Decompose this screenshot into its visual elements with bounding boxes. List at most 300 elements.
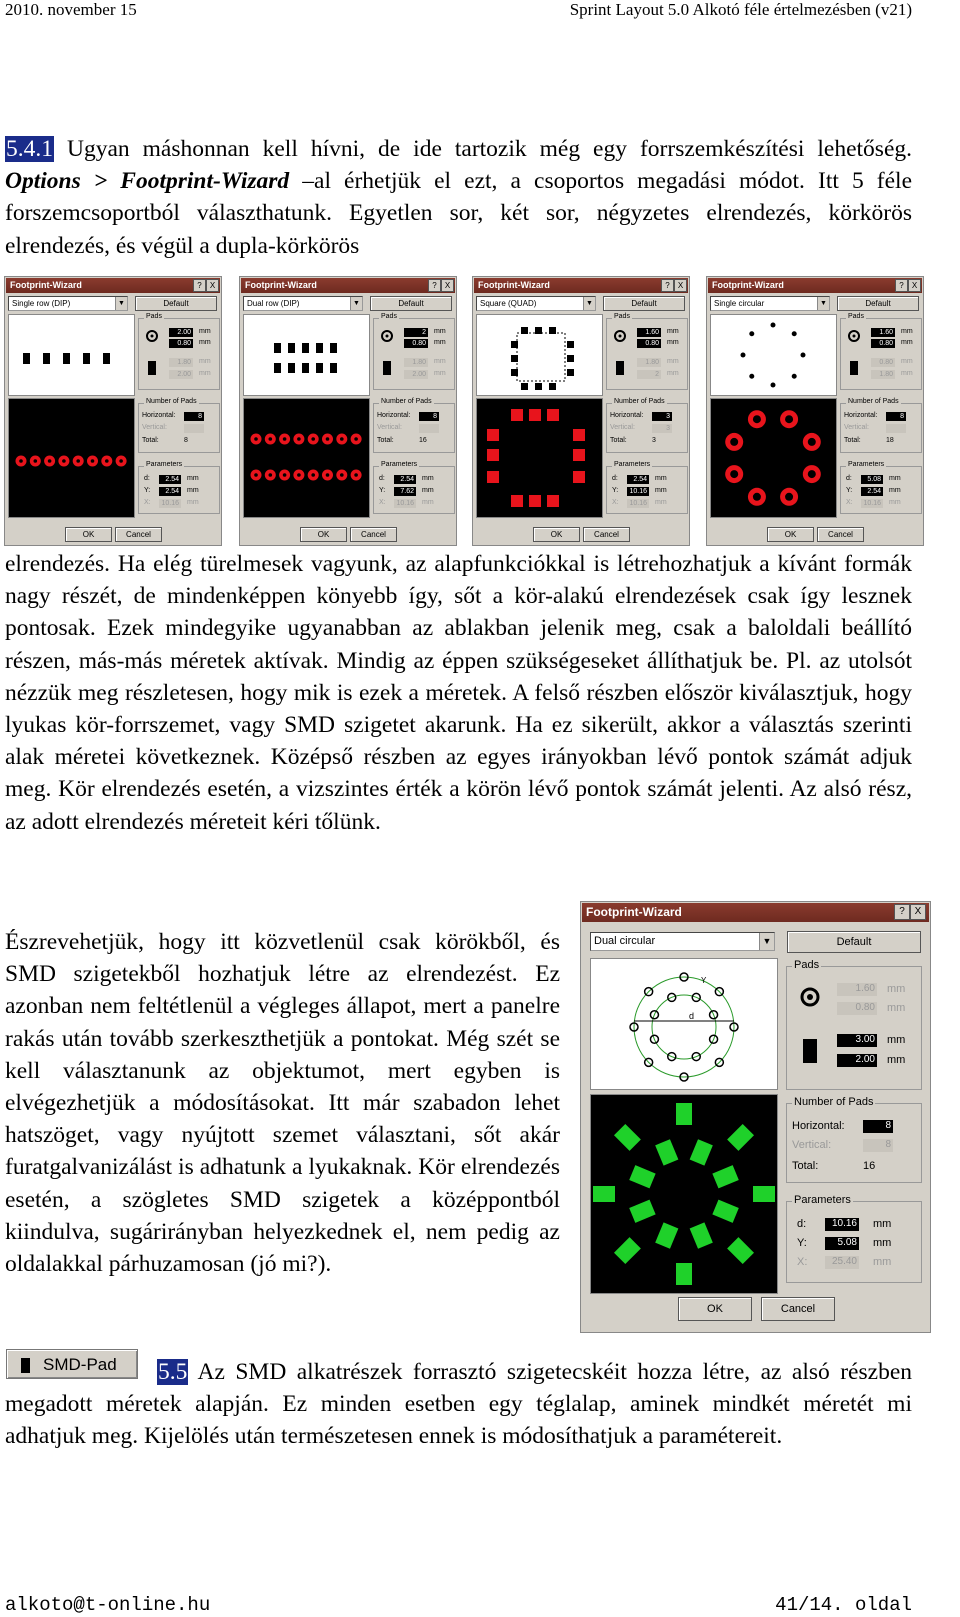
pad-diagram-square — [316, 363, 323, 373]
layout-preview — [590, 958, 778, 1090]
svg-text:Y: Y — [701, 976, 707, 985]
layout-diagram — [244, 315, 369, 395]
dual-circular-diagram — [591, 959, 777, 1089]
pcb-pads — [244, 399, 369, 517]
cancel-button[interactable]: Cancel — [761, 1297, 835, 1321]
pcb-preview — [243, 398, 370, 518]
unit-label: mm — [655, 499, 667, 506]
layout-diagram — [477, 315, 602, 395]
layout-preview — [476, 314, 603, 396]
d-field[interactable]: 2.54 — [627, 475, 649, 484]
pads-label: Pads — [794, 959, 820, 971]
pcb-pad-hole — [269, 473, 273, 477]
x-field[interactable]: 10.16 — [394, 499, 416, 508]
smd-pad-icon — [148, 361, 156, 375]
number-of-pads-label: Number of Pads — [614, 398, 665, 405]
unit-label: mm — [187, 487, 199, 494]
pads-group — [840, 313, 922, 390]
ok-button[interactable]: OK — [767, 527, 814, 542]
pads-group — [373, 313, 455, 390]
horizontal-label: Horizontal: — [610, 412, 644, 419]
number-of-pads-group — [373, 398, 455, 453]
smd-height-field[interactable]: 2 — [637, 370, 661, 379]
section-number: 5.4.1 — [6, 136, 53, 162]
cancel-button[interactable]: Cancel — [583, 527, 630, 542]
number-of-pads-group — [786, 1096, 922, 1183]
cancel-button[interactable]: Cancel — [817, 527, 864, 542]
pad-outer-diameter-field[interactable]: 1.60 — [837, 983, 877, 996]
smd-height-field[interactable]: 2.00 — [837, 1054, 877, 1067]
layout-diagram — [711, 315, 836, 395]
y-label: Y: — [612, 487, 619, 494]
pad-diagram-square — [288, 363, 295, 373]
x-label: X: — [612, 499, 619, 506]
smd-width-field[interactable]: 0.80 — [871, 358, 895, 367]
pad-diagram-square — [43, 353, 50, 364]
pcb-pad-inner — [690, 1139, 713, 1165]
ok-button[interactable]: OK — [300, 527, 347, 542]
pad-outer-diameter-field[interactable]: 1.60 — [637, 328, 661, 337]
pad-diagram-square — [83, 353, 90, 364]
unit-label: mm — [199, 370, 211, 377]
smd-pad-icon — [850, 361, 858, 375]
unit-label: mm — [655, 487, 667, 494]
round-pad-icon — [380, 328, 394, 344]
paragraph-text: –al érhetjük el ezt, a csoportos megadási módot. Itt 5 féle forszemcsoportból választhatunk. Egyetlen sor, két sor, négyzetes elrendezés, körkörös elrendezés, és végül a dupla-körkörös — [5, 168, 912, 259]
vertical-count-field[interactable]: 3 — [652, 424, 672, 433]
smd-pad-icon — [616, 361, 624, 375]
help-button[interactable]: ? — [661, 279, 674, 292]
parameters-label: Parameters — [848, 461, 885, 468]
total-value: 8 — [184, 437, 188, 444]
pad-diagram-square — [535, 327, 542, 334]
pcb-pad — [487, 471, 499, 483]
pad-diagram-square — [330, 343, 337, 353]
unit-label: mm — [901, 328, 913, 335]
svg-text:d: d — [689, 1011, 695, 1021]
unit-label: mm — [873, 1218, 892, 1230]
smd-height-field[interactable]: 2.00 — [169, 370, 193, 379]
pcb-pad-hole — [808, 470, 816, 478]
y-field[interactable]: 2.54 — [861, 487, 883, 496]
unit-label: mm — [655, 475, 667, 482]
horizontal-count-field[interactable]: 8 — [184, 412, 204, 421]
number-of-pads-label: Number of Pads — [794, 1096, 874, 1108]
pad-diagram-dot — [801, 353, 806, 358]
chevron-down-icon: ▼ — [583, 297, 595, 310]
pcb-pad-outer — [676, 1263, 692, 1285]
cancel-button[interactable]: Cancel — [115, 527, 162, 542]
pcb-preview — [8, 398, 135, 518]
pcb-pad-inner — [655, 1222, 678, 1248]
x-field[interactable]: 25.40 — [825, 1256, 859, 1269]
pad-diagram-square — [511, 355, 518, 362]
parameters-label: Parameters — [381, 461, 418, 468]
square-outline — [517, 333, 565, 381]
pad-outer-diameter-field[interactable]: 2 — [404, 328, 428, 337]
number-of-pads-group — [138, 398, 220, 453]
number-of-pads-label: Number of Pads — [146, 398, 197, 405]
unit-label: mm — [199, 358, 211, 365]
pcb-pad-outer — [676, 1103, 692, 1125]
unit-label: mm — [187, 475, 199, 482]
pcb-pad-hole — [283, 473, 287, 477]
dialog-title: Footprint-Wizard — [245, 280, 317, 290]
pcb-pad-inner — [712, 1165, 738, 1188]
unit-label: mm — [889, 487, 901, 494]
pad-diagram-square — [302, 363, 309, 373]
number-of-pads-label: Number of Pads — [381, 398, 432, 405]
pad-diagram-dot — [771, 323, 776, 328]
pcb-pad — [529, 409, 541, 421]
total-value: 3 — [652, 437, 656, 444]
close-icon[interactable]: X — [674, 279, 687, 292]
dialog-title-bar — [474, 278, 688, 293]
y-field[interactable]: 5.08 — [825, 1237, 859, 1250]
layout-mode-select[interactable] — [710, 296, 830, 311]
help-button[interactable]: ? — [895, 279, 908, 292]
footprint-wizard-dialog-single — [4, 276, 222, 546]
pads-group — [786, 959, 922, 1090]
pads-label: Pads — [614, 313, 630, 320]
pcb-pad-hole — [340, 473, 344, 477]
pcb-pad-inner — [655, 1139, 678, 1165]
pad-diagram-square — [521, 383, 528, 390]
dialog-title: Footprint-Wizard — [712, 280, 784, 290]
x-field[interactable]: 10.16 — [627, 499, 649, 508]
close-icon[interactable]: X — [441, 279, 454, 292]
help-button[interactable]: ? — [428, 279, 441, 292]
y-label: Y: — [797, 1237, 807, 1249]
unit-label: mm — [889, 475, 901, 482]
pcb-pad — [573, 449, 585, 461]
y-label: Y: — [144, 487, 151, 494]
pad-diagram-square — [567, 341, 574, 348]
ok-button[interactable]: OK — [65, 527, 112, 542]
pad-diagram-dot — [749, 331, 754, 336]
pad-outer-diameter-field[interactable]: 2.00 — [169, 328, 193, 337]
footprint-wizard-dialog-square — [472, 276, 690, 546]
smd-height-field[interactable]: 1.80 — [871, 370, 895, 379]
pcb-preview — [590, 1094, 778, 1294]
layout-mode-select[interactable] — [243, 296, 363, 311]
green-smd-pads — [591, 1095, 777, 1293]
unit-label: mm — [901, 358, 913, 365]
default-button[interactable]: Default — [603, 296, 685, 311]
horizontal-count-field[interactable]: 8 — [419, 412, 439, 421]
pcb-pad-hole — [354, 473, 358, 477]
number-of-pads-group — [606, 398, 688, 453]
pad-diagram-square — [511, 369, 518, 376]
vertical-label: Vertical: — [610, 424, 635, 431]
pcb-pad-hole — [297, 437, 301, 441]
pcb-pad-hole — [105, 459, 109, 463]
pcb-pad-hole — [254, 473, 258, 477]
pcb-pad-hole — [297, 473, 301, 477]
layout-mode-select[interactable] — [590, 932, 775, 951]
footprint-wizard-dialog-circ — [706, 276, 924, 546]
pcb-preview — [476, 398, 603, 518]
default-button[interactable]: Default — [370, 296, 452, 311]
vertical-count-field[interactable] — [886, 424, 906, 433]
default-button[interactable]: Default — [135, 296, 217, 311]
unit-label: mm — [667, 339, 679, 346]
d-label: d: — [846, 475, 852, 482]
d-field[interactable]: 2.54 — [159, 475, 181, 484]
pad-diagram-dot — [792, 331, 797, 336]
pcb-pad-inner — [629, 1200, 655, 1223]
pad-drill-field[interactable]: 0.80 — [637, 339, 661, 348]
number-of-pads-label: Number of Pads — [848, 398, 899, 405]
pcb-pad-outer — [614, 1124, 641, 1151]
pad-diagram-dot — [771, 383, 776, 388]
pcb-pad-outer — [753, 1186, 775, 1202]
pcb-pad-hole — [340, 437, 344, 441]
dialog-title-bar — [6, 278, 220, 293]
parameters-group — [606, 461, 688, 514]
pad-diagram-square — [274, 343, 281, 353]
layout-mode-value: Dual row (DIP) — [247, 299, 300, 308]
layout-mode-value: Single row (DIP) — [12, 299, 71, 308]
x-field[interactable]: 10.16 — [159, 499, 181, 508]
default-button[interactable]: Default — [787, 931, 921, 953]
y-field[interactable]: 2.54 — [159, 487, 181, 496]
smd-width-field[interactable]: 1.80 — [169, 358, 193, 367]
pad-diagram-square — [549, 327, 556, 334]
pcb-pad — [573, 429, 585, 441]
number-of-pads-group — [840, 398, 922, 453]
horizontal-label: Horizontal: — [142, 412, 176, 419]
pad-diagram-square — [511, 341, 518, 348]
x-field[interactable]: 10.16 — [861, 499, 883, 508]
dialog-title: Footprint-Wizard — [586, 905, 682, 919]
pcb-pads — [9, 399, 134, 517]
pad-drill-field[interactable]: 0.80 — [837, 1002, 877, 1015]
unit-label: mm — [434, 339, 446, 346]
footer-email: alkoto@t-online.hu — [5, 1594, 211, 1616]
unit-label: mm — [887, 983, 906, 995]
vertical-count-field[interactable] — [419, 424, 439, 433]
pcb-pad-hole — [48, 459, 52, 463]
unit-label: mm — [873, 1237, 892, 1249]
pcb-pad-hole — [808, 438, 816, 446]
ok-button[interactable]: OK — [533, 527, 580, 542]
pcb-pad-inner — [629, 1165, 655, 1188]
pcb-pad-hole — [311, 473, 315, 477]
pad-drill-field[interactable]: 0.80 — [169, 339, 193, 348]
layout-preview — [243, 314, 370, 396]
pcb-pad-outer — [593, 1186, 615, 1202]
d-field[interactable]: 5.08 — [861, 475, 883, 484]
unit-label: mm — [422, 487, 434, 494]
menu-path: Options > Footprint-Wizard — [5, 168, 290, 195]
pcb-pad — [547, 409, 559, 421]
pcb-pad — [511, 495, 523, 507]
total-value: 18 — [886, 437, 894, 444]
pcb-pad-hole — [354, 437, 358, 441]
horizontal-label: Horizontal: — [377, 412, 411, 419]
pcb-pad-outer — [614, 1237, 641, 1264]
layout-mode-value: Single circular — [714, 299, 765, 308]
pads-group — [606, 313, 688, 390]
pcb-pad-hole — [730, 438, 738, 446]
total-label: Total: — [610, 437, 627, 444]
vertical-label: Vertical: — [844, 424, 869, 431]
parameters-label: Parameters — [614, 461, 651, 468]
pcb-pad-hole — [269, 437, 273, 441]
smd-width-field[interactable]: 3.00 — [837, 1034, 877, 1047]
close-icon[interactable]: X — [206, 279, 219, 292]
paragraph-text: Ugyan máshonnan kell hívni, de ide tartozik még egy forrszemkészítési lehetőség. — [54, 136, 912, 162]
total-value: 16 — [863, 1160, 876, 1172]
horizontal-count-field[interactable]: 8 — [863, 1120, 893, 1133]
layout-mode-select[interactable] — [476, 296, 596, 311]
pad-diagram-square — [63, 353, 70, 364]
d-label: d: — [612, 475, 618, 482]
smd-width-field[interactable]: 1.80 — [637, 358, 661, 367]
pad-diagram-square — [567, 355, 574, 362]
pad-diagram-square — [549, 383, 556, 390]
ok-button[interactable]: OK — [678, 1297, 752, 1321]
paragraph-layouts: elrendezés. Ha elég türelmesek vagyunk, az alapfunkciókkal is létrehozhatjuk a kívánt formák nagy részét, de mindenképpen könyebb így, sőt a kör-alakú elrendezések csak így lesznek pontosak. Ezek mindegyike ugyanabban az ablakban jelenik meg, csak a baloldali beállító részen, más-más méretek aktívak. Mindig az éppen szükségeseket állíthatjuk be. Pl. az utolsót nézzük meg részletesen, hogy mik is ezek a méretek. A felső részben először kiválasztjuk, hogy lyukas kör-forrszemet, vagy SMD szigetet akarunk. Ha ez sikerült, akkor a választás szerinti alak méretei következnek. Középső részben az egyes irányokban lévő pontok számát adjuk meg. Kör elrendezés esetén, a vizszintes érték a körön lévő pontok számát jelenti. Az alsó rész, az adott elrendezés méreteit kéri tőlünk. — [5, 551, 912, 835]
vertical-count-field[interactable]: 8 — [863, 1139, 893, 1152]
chevron-down-icon: ▼ — [759, 933, 774, 950]
parameters-group — [786, 1194, 922, 1283]
unit-label: mm — [873, 1256, 892, 1268]
unit-label: mm — [434, 328, 446, 335]
round-pad-icon — [613, 328, 627, 344]
round-pad-icon — [847, 328, 861, 344]
chevron-down-icon: ▼ — [817, 297, 829, 310]
layout-mode-value: Dual circular — [594, 935, 656, 947]
pcb-pad-outer — [727, 1124, 754, 1151]
pcb-pad-hole — [730, 470, 738, 478]
pad-diagram-square — [23, 353, 30, 364]
cancel-button[interactable]: Cancel — [350, 527, 397, 542]
paragraph-5-5 — [5, 1356, 912, 1453]
pad-diagram-square — [567, 369, 574, 376]
pcb-pad-hole — [76, 459, 80, 463]
pcb-pad-hole — [254, 437, 258, 441]
pads-group — [138, 313, 220, 390]
vertical-count-field[interactable] — [184, 424, 204, 433]
pcb-pad-hole — [119, 459, 123, 463]
pcb-pad-hole — [753, 493, 761, 501]
layout-diagram — [9, 315, 134, 395]
header-title: Sprint Layout 5.0 Alkotó féle értelmezésben (v21) — [569, 0, 912, 19]
pad-diagram-square — [302, 343, 309, 353]
help-button[interactable]: ? — [193, 279, 206, 292]
horizontal-count-field[interactable]: 3 — [652, 412, 672, 421]
y-field[interactable]: 10.16 — [627, 487, 649, 496]
dialog-title: Footprint-Wizard — [478, 280, 550, 290]
y-field[interactable]: 7.62 — [394, 487, 416, 496]
y-label: Y: — [846, 487, 853, 494]
d-label: d: — [379, 475, 385, 482]
smd-pad-icon — [803, 1039, 817, 1063]
pcb-pad — [487, 429, 499, 441]
pcb-pad-hole — [283, 437, 287, 441]
parameters-group — [373, 461, 455, 514]
parameters-label: Parameters — [146, 461, 183, 468]
d-label: d: — [797, 1218, 807, 1230]
pad-outer-diameter-field[interactable]: 1.60 — [871, 328, 895, 337]
total-value: 16 — [419, 437, 427, 444]
vertical-label: Vertical: — [377, 424, 402, 431]
unit-label: mm — [667, 370, 679, 377]
pcb-pad-hole — [311, 437, 315, 441]
pad-diagram-square — [274, 363, 281, 373]
close-icon[interactable]: X — [908, 279, 921, 292]
d-field[interactable]: 2.54 — [394, 475, 416, 484]
d-field[interactable]: 10.16 — [825, 1218, 859, 1231]
x-label: X: — [144, 499, 151, 506]
unit-label: mm — [422, 499, 434, 506]
default-button[interactable]: Default — [837, 296, 919, 311]
pad-diagram-square — [316, 343, 323, 353]
total-label: Total: — [792, 1160, 819, 1172]
unit-label: mm — [887, 1034, 906, 1046]
parameters-group — [138, 461, 220, 514]
pad-diagram-dot — [792, 374, 797, 379]
d-label: d: — [144, 475, 150, 482]
pcb-pad — [529, 495, 541, 507]
footprint-wizard-dialog-large — [580, 901, 931, 1333]
pads-label: Pads — [848, 313, 864, 320]
pcb-pad-hole — [326, 473, 330, 477]
chevron-down-icon: ▼ — [115, 297, 127, 310]
x-label: X: — [846, 499, 853, 506]
paragraph-text: Az SMD alkatrészek forrasztó szigetecskéit hozza létre, az alsó részben megadott méretek alapján. Ez minden esetben egy téglalap, aminek mindkét méretét mi adhatjuk meg. Kijelölés után természetesen ennek is módosíthatjuk a paramétereit. — [5, 1359, 912, 1450]
layout-mode-select[interactable] — [8, 296, 128, 311]
y-label: Y: — [379, 487, 386, 494]
pad-diagram-square — [288, 343, 295, 353]
pads-label: Pads — [381, 313, 397, 320]
vertical-label: Vertical: — [142, 424, 167, 431]
unit-label: mm — [434, 358, 446, 365]
parameters-group — [840, 461, 922, 514]
close-icon[interactable]: X — [910, 904, 926, 920]
pad-drill-field[interactable]: 0.80 — [871, 339, 895, 348]
pcb-pad-hole — [785, 415, 793, 423]
layout-preview — [8, 314, 135, 396]
parameters-label: Parameters — [794, 1194, 851, 1206]
horizontal-count-field[interactable]: 8 — [886, 412, 906, 421]
pcb-pad-hole — [753, 415, 761, 423]
pad-drill-field[interactable]: 0.80 — [404, 339, 428, 348]
total-label: Total: — [844, 437, 861, 444]
unit-label: mm — [901, 370, 913, 377]
horizontal-label: Horizontal: — [844, 412, 878, 419]
pcb-pad-inner — [712, 1200, 738, 1223]
dialog-title: Footprint-Wizard — [10, 280, 82, 290]
layout-preview — [710, 314, 837, 396]
smd-width-field[interactable]: 1.80 — [404, 358, 428, 367]
smd-height-field[interactable]: 2.00 — [404, 370, 428, 379]
footer-page-number: 41/14. oldal — [775, 1594, 912, 1616]
smd-pad-icon — [383, 361, 391, 375]
chevron-down-icon: ▼ — [350, 297, 362, 310]
pad-diagram-square — [330, 363, 337, 373]
dialog-title-bar — [241, 278, 455, 293]
pcb-pad-hole — [326, 437, 330, 441]
pcb-pads — [477, 399, 602, 517]
paragraph-smd-notes: Észrevehetjük, hogy itt közvetlenül csak körökből, és SMD szigetekből hozhatjuk létre az elrendezést. Ez azonban nem feltétlenül a végleges állapot, mert a panelre rakás után tovább szerkeszthetjük a pontokat. Még szét se kell választanunk az objektumot, mert egyben is elvégezhetjük a módosításokat. Itt már szabadon lehet hatszöget, vagy nyújtott szemet választani, sőt akár furatgalvanizálást is adhatunk a lyukaknak. Kör elrendezés esetén, a szögletes SMD szigetek a középpontból kiindulva, sugárirányban helyezkednek el, nem pedig az oldalakkal párhuzamosan (jó mi?). — [5, 929, 560, 1278]
unit-label: mm — [187, 499, 199, 506]
pcb-pad-hole — [19, 459, 23, 463]
help-button[interactable]: ? — [894, 904, 910, 920]
unit-label: mm — [901, 339, 913, 346]
